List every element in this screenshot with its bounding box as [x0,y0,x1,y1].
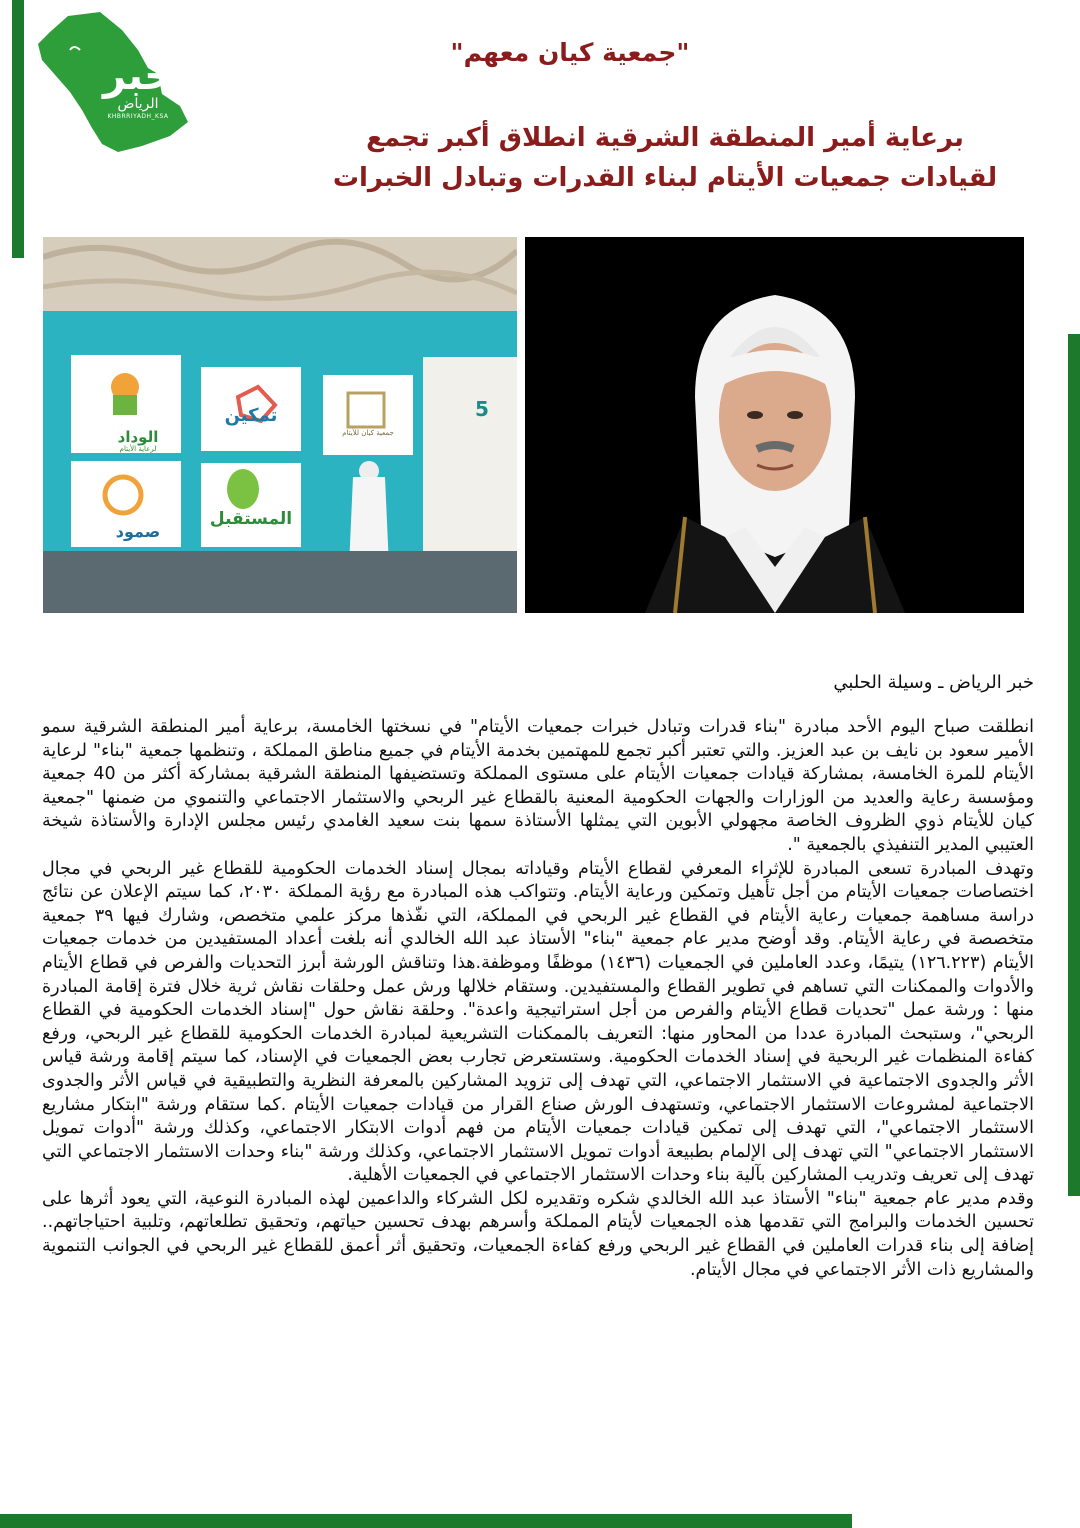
logo-main-text: خبر [102,53,174,99]
green-accent-bar-left [12,0,24,258]
logo-mustaqbal: المستقبل [209,509,293,529]
green-accent-bar-right [1068,334,1080,1196]
article-paragraph-1: انطلقت صباح اليوم الأحد مبادرة "بناء قدرات وتبادل خبرات جمعيات الأيتام" في نسختها الخامسة، برعاية أمير المنطقة الشرقية سمو الأمير سعود بن نايف بن عبد العزيز. والتي تعتبر أكبر تجمع للمهتمين بخدمة الأيتام في جميع مناطق المملكة ، وتنظمها جمعية "بناء" لرعاية الأيتام للمرة الخامسة، بمشاركة قيادات جمعيات الأيتام على مستوى المملكة وتستضيفها المنطقة الشرقية بمشاركة أكثر من 40 جمعية ومؤسسة رعاية والعديد من الوزارات والجهات الحكومية المعنية بالقطاع غير الربحي والاستثمار الاجتماعي والتنموي من ضمنها "جمعية كيان للأيتام ذوي الظروف الخاصة مجهولي الأبوين التي يمثلها الأستاذة سمها بنت سعيد الغامدي رئيس مجلس الإدارة والأستاذة شيخة العتيبي المدير التنفيذي بالجمعية ". [42,717,1035,855]
khabar-riyadh-logo [30,10,200,158]
article-body [42,716,1034,1282]
logo-wedad-sub: لرعاية الأيتام [119,445,157,453]
logo-wedad: الوداد [117,428,159,446]
byline: خبر الرياض ـ وسيلة الحلبي [833,672,1034,693]
portrait-illustration [525,237,1024,613]
logo-sub-text: الرياض [117,96,159,112]
article-paragraph-3: وقدم مدير عام جمعية "بناء" الأستاذ عبد الله الخالدي شكره وتقديره لكل الشركاء والداعمين لهذه المبادرة النوعية، التي يعود أثرها على تحسين الخدمات والبرامج التي تقدمها هذه الجمعيات لأيتام المملكة وأسرهم بهدف تحسين حياتهم، وتحقيق تطلعاتهم، وتلبية احتياجاتهم.. إضافة إلى بناء قدرات العاملين في القطاع غير الربحي ورفع كفاءة الجمعيات، وتحقيق أثر أعمق للقطاع غير الربحي في الجوانب التنموية والمشاريع ذات الأثر الاجتماعي في مجال الأيتام. [42,1188,1034,1280]
logo-somood: صمود [115,522,161,541]
banner-number: 5 [475,397,489,421]
event-photo [43,237,517,613]
org-title: "جمعية كيان معهم" [450,38,690,67]
prince-portrait-photo [525,237,1024,613]
article-paragraph-2: وتهدف المبادرة تسعى المبادرة للإثراء المعرفي لقطاع الأيتام وقياداته بمجال إسناد الخدمات الحكومية للقطاع غير الربحي في مجال اختصاصات جمعيات الأيتام من أجل تأهيل وتمكين ورعاية الأيتام. وتتواكب هذه المبادرة مع رؤية المملكة ٢٠٣٠، كما سيتم الإعلان عن نتائج دراسة مساهمة جمعيات رعاية الأيتام في القطاع غير الربحي في المملكة، التي نفّذها مركز علمي متخصص، وشارك فيها ٣٩ جمعية متخصصة في رعاية الأيتام. وقد أوضح مدير عام جمعية "بناء" الأستاذ عبد الله الخالدي أنه بلغت أعداد المستفيدين من خدمات جمعيات الأيتام (١٢٦.٢٢٣) يتيمًا، وعدد العاملين في الجمعيات (١٤٣٦) موظفًا وموظفة.هذا وتناقش الورشة أبرز التحديات والفرص في قطاع الأيتام والأدوات والممكنات التي تساهم في تطوير القطاع والمستفيدين. وستقام خلالها ورش عمل وحلقات نقاش ثرية خلال فترة إقامة المبادرة منها : ورشة عمل "تحديات قطاع الأيتام والفرص من أجل استراتيجية واعدة". وحلقة نقاش حول "إسناد الخدمات الحكومية في القطاع الربحي"، وستبحث المبادرة عددا من المحاور منها: التعريف بالممكنات التشريعية لمبادرة الخدمات الحكومية للقطاع غير الربحي، ورفع كفاءة المنظمات غير الربحية في إسناد الخدمات الحكومية. وستستعرض تجارب بعض الجمعيات في الإسناد، كما سيتم إقامة ورشة قياس الأثر والجدوى الاجتماعية في الاستثمار الاجتماعي، التي تهدف إلى تزويد المشاركين بالمعرفة النظرية والتطبيقية في قياس الأثر والجدوى الاجتماعية لمشروعات الاستثمار الاجتماعي، وتستهدف الورش صناع القرار من قيادات جمعيات الأيتام .كما ستقام ورشة "ابتكار مشاريع الاستثمار الاجتماعي"، التي تهدف إلى تمكين قيادات جمعيات الأيتام من فهم أدوات الابتكار الاجتماعي، وكذلك ورشة "أدوات تمويل الاستثمار الاجتماعي" التي تهدف إلى الإلمام بطبيعة أدوات تمويل الاستثمار الاجتماعي، وكذلك ورشة "بناء وحدات الاستثمار الاجتماعي التي تهدف إلى تعريف وتدريب المشاركين بآلية بناء وحدات الاستثمار الاجتماعي في الجمعيات الأهلية. [42,858,1035,1186]
logo-handle-text: KHBRRIYADH_KSA [107,113,169,120]
logo-tamkeen: تمكين [224,405,278,426]
article-headline: برعاية أمير المنطقة الشرقية انطلاق أكبر تجمع لقيادات جمعيات الأيتام لبناء القدرات وتبادل الخبرات [332,123,998,193]
logo-kayan: جمعية كيان للأيتام [342,429,394,437]
green-accent-bar-bottom [0,1514,852,1528]
